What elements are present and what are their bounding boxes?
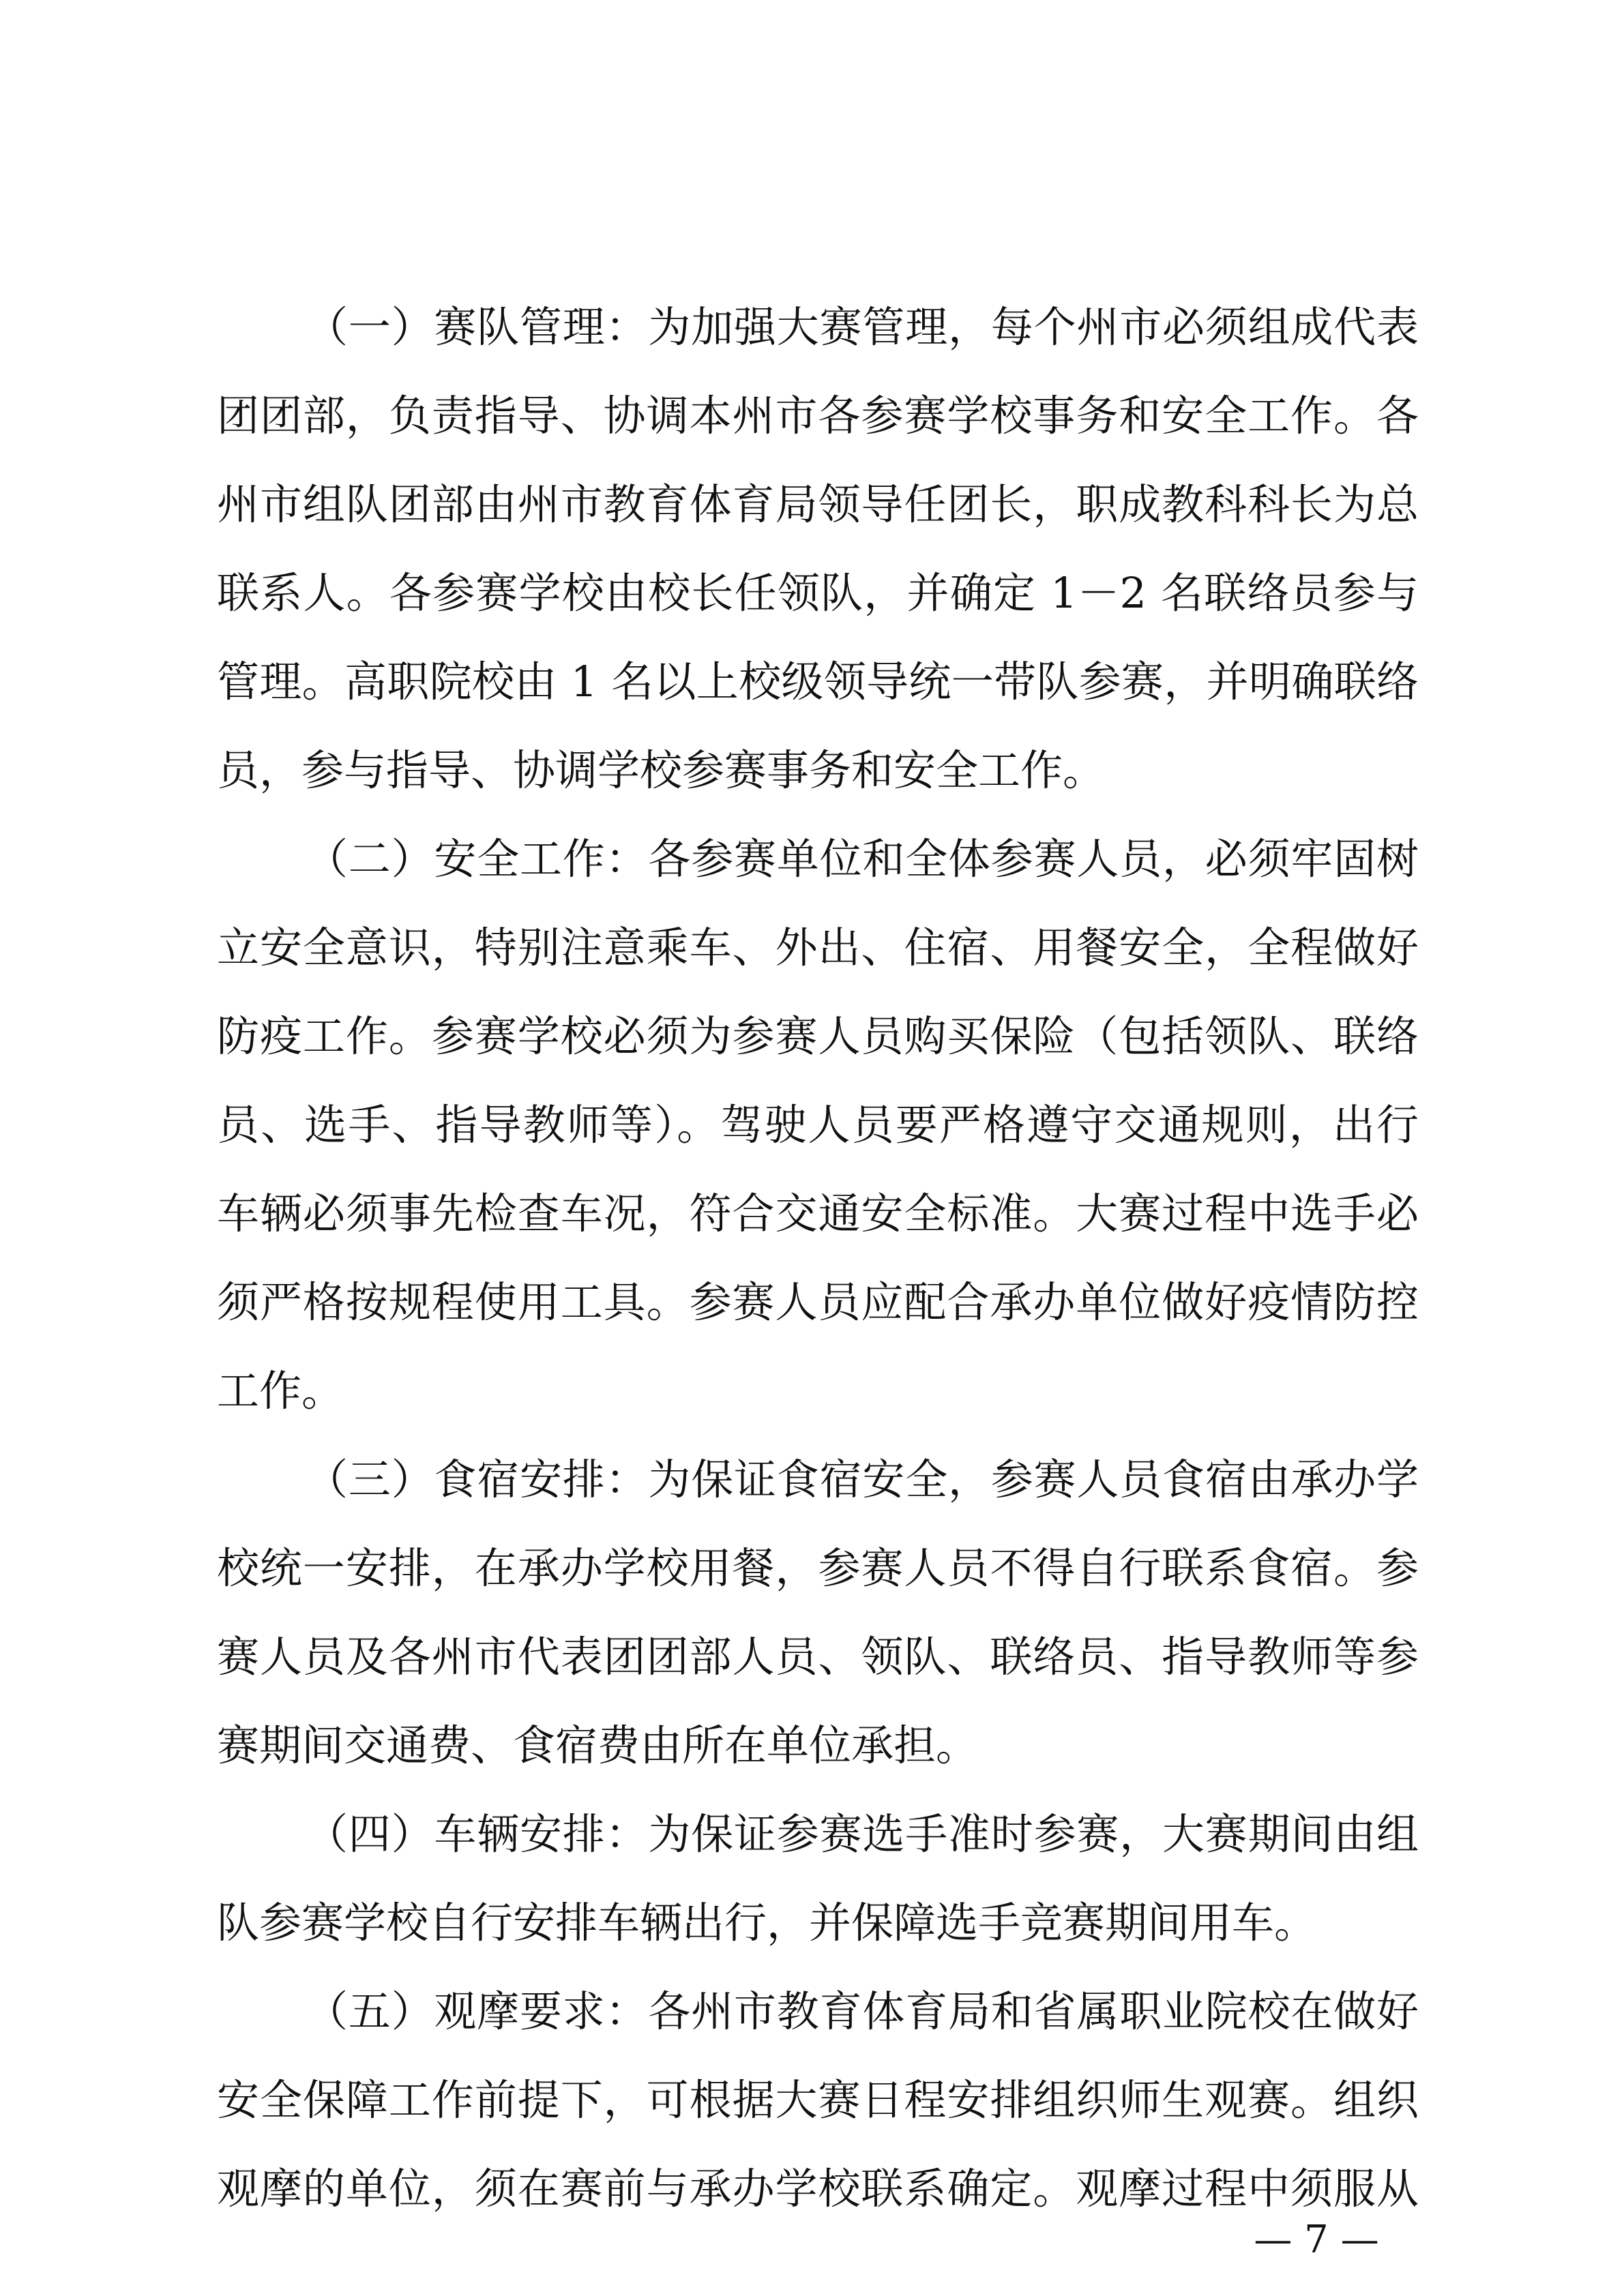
paragraph-1-line-1: （一）赛队管理：为加强大赛管理，每个州市必须组成代表	[306, 302, 1419, 352]
paragraph-2-line-2: 立安全意识，特别注意乘车、外出、住宿、用餐安全，全程做好	[217, 923, 1419, 972]
paragraph-5-line-3: 观摩的单位，须在赛前与承办学校联系确定。观摩过程中须服从	[217, 2164, 1419, 2213]
paragraph-1-line-6: 员，参与指导、协调学校参赛事务和安全工作。	[217, 745, 1106, 795]
paragraph-4-line-2: 队参赛学校自行安排车辆出行，并保障选手竞赛期间用车。	[217, 1898, 1317, 1948]
page-number: — 7 —	[1254, 2218, 1379, 2262]
paragraph-4-line-1: （四）车辆安排：为保证参赛选手准时参赛，大赛期间由组	[306, 1809, 1419, 1859]
paragraph-3-line-3: 赛人员及各州市代表团团部人员、领队、联络员、指导教师等参	[217, 1632, 1419, 1682]
paragraph-2-line-7: 工作。	[217, 1366, 344, 1416]
paragraph-5-line-2: 安全保障工作前提下，可根据大赛日程安排组织师生观赛。组织	[217, 2075, 1419, 2125]
paragraph-1-line-2: 团团部，负责指导、协调本州市各参赛学校事务和安全工作。各	[217, 391, 1419, 441]
paragraph-1-line-4: 联系人。各参赛学校由校长任领队，并确定 1－2 名联络员参与	[217, 568, 1419, 618]
paragraph-2-line-4: 员、选手、指导教师等）。驾驶人员要严格遵守交通规则，出行	[217, 1100, 1419, 1150]
paragraph-3-line-4: 赛期间交通费、食宿费由所在单位承担。	[217, 1720, 979, 1770]
paragraph-2-line-1: （二）安全工作：各参赛单位和全体参赛人员，必须牢固树	[306, 834, 1419, 884]
paragraph-2-line-3: 防疫工作。参赛学校必须为参赛人员购买保险（包括领队、联络	[217, 1011, 1419, 1061]
paragraph-3-line-2: 校统一安排，在承办学校用餐，参赛人员不得自行联系食宿。参	[217, 1543, 1419, 1593]
paragraph-1-line-5: 管理。高职院校由 1 名以上校级领导统一带队参赛，并明确联络	[217, 657, 1419, 706]
paragraph-3-line-1: （三）食宿安排：为保证食宿安全，参赛人员食宿由承办学	[306, 1455, 1419, 1504]
paragraph-2-line-5: 车辆必须事先检查车况，符合交通安全标准。大赛过程中选手必	[217, 1189, 1419, 1238]
paragraph-1-line-3: 州市组队团部由州市教育体育局领导任团长，职成教科科长为总	[217, 479, 1419, 529]
paragraph-5-line-1: （五）观摩要求：各州市教育体育局和省属职业院校在做好	[306, 1986, 1419, 2036]
paragraph-2-line-6: 须严格按规程使用工具。参赛人员应配合承办单位做好疫情防控	[217, 1277, 1419, 1327]
